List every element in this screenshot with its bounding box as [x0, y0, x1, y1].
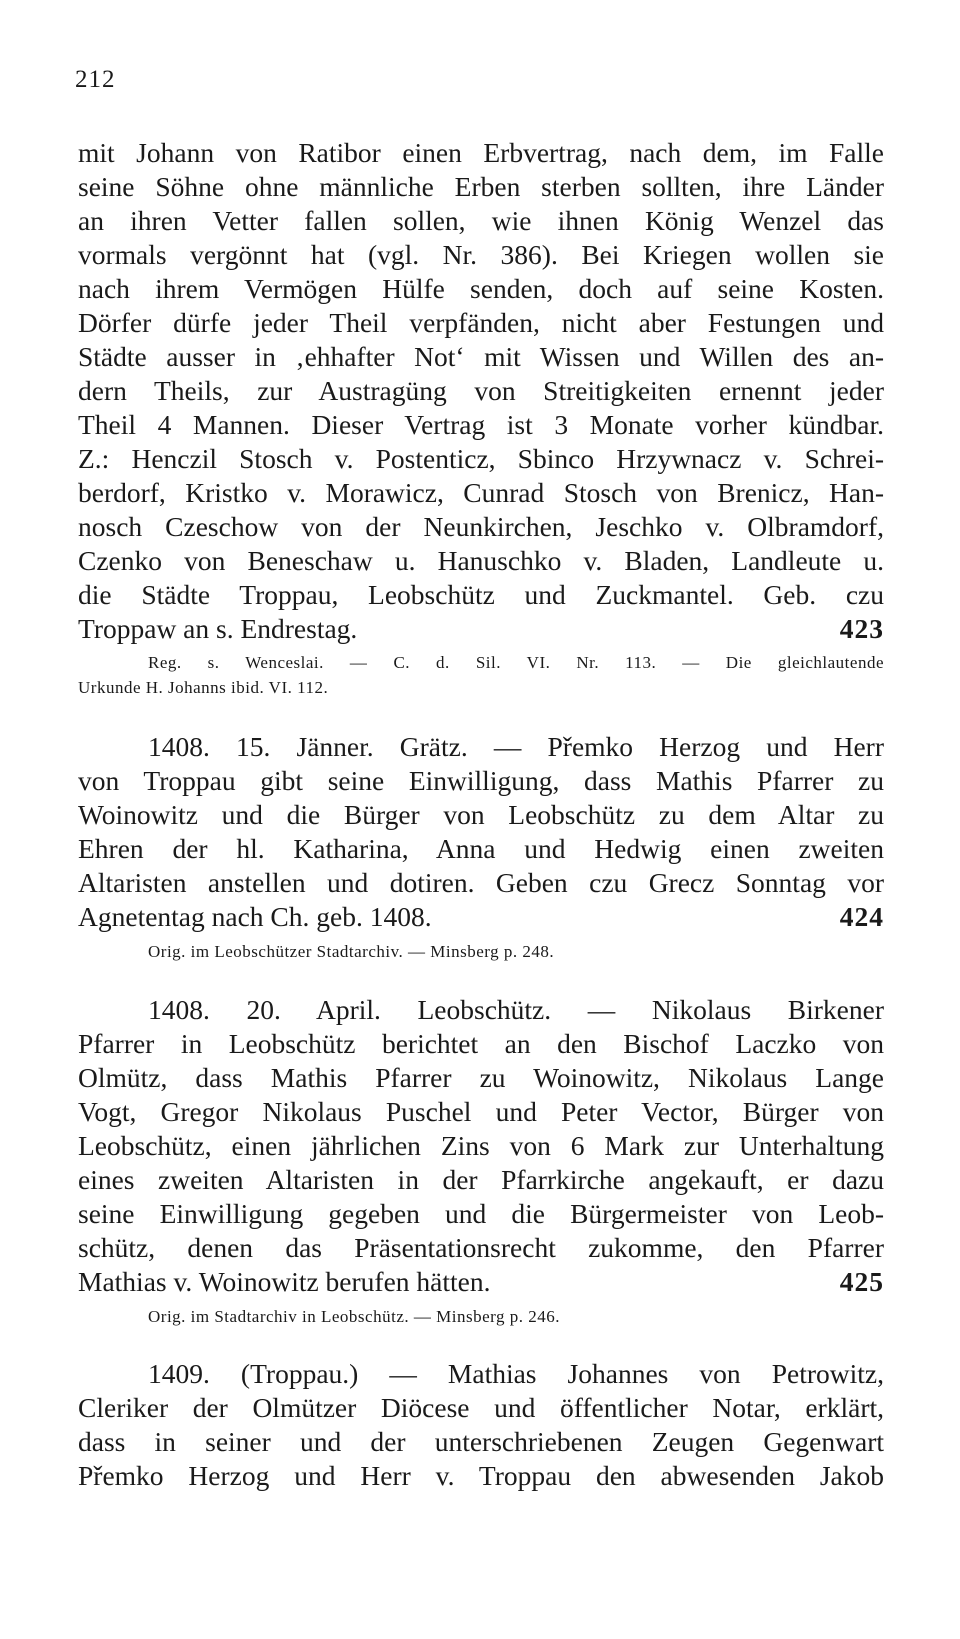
entry-number: 423: [839, 613, 884, 644]
text-line: Pfarrer in Leobschütz berichtet an den Bischof Laczko von: [78, 1028, 884, 1059]
entry-number: 425: [839, 1266, 884, 1297]
text-line: Přemko Herzog und Herr v. Troppau den abwesenden Jakob: [78, 1460, 884, 1491]
entry-number: 424: [839, 901, 884, 932]
text-line: Städte ausser in ‚ehhafter Not‘ mit Wissen und Willen des an-: [78, 341, 884, 372]
text-line: berdorf, Kristko v. Morawicz, Cunrad Stosch von Brenicz, Han-: [78, 477, 884, 508]
text-line: Cleriker der Olmützer Diöcese und öffentlicher Notar, erklärt,: [78, 1392, 884, 1423]
page-number: 212: [75, 66, 116, 93]
text-line: Vogt, Gregor Nikolaus Puschel und Peter Vector, Bürger von: [78, 1096, 884, 1127]
text-line: Leobschütz, einen jährlichen Zins von 6 Mark zur Unterhaltung: [78, 1130, 884, 1161]
entry-heading-line: 1408. 15. Jänner. Grätz. — Přemko Herzog und Herr: [148, 731, 884, 762]
source-note: Orig. im Leobschützer Stadtarchiv. — Minsberg p. 248.: [148, 942, 555, 961]
text-line: nach ihrem Vermögen Hülfe senden, doch auf seine Kosten.: [78, 273, 884, 304]
text-line: nosch Czeschow von der Neunkirchen, Jeschko v. Olbramdorf,: [78, 511, 884, 542]
text-line: von Troppau gibt seine Einwilligung, dass Mathis Pfarrer zu: [78, 765, 884, 796]
entry-heading-line: 1409. (Troppau.) — Mathias Johannes von Petrowitz,: [148, 1358, 884, 1389]
text-line: Altaristen anstellen und dotiren. Geben czu Grecz Sonntag vor: [78, 867, 884, 898]
text-line: mit Johann von Ratibor einen Erbvertrag, nach dem, im Falle: [78, 137, 884, 168]
text-line-content: Agnetentag nach Ch. geb. 1408.: [78, 901, 432, 932]
text-line: die Städte Troppau, Leobschütz und Zuckmantel. Geb. czu: [78, 579, 884, 610]
text-line: Czenko von Beneschaw u. Hanuschko v. Bladen, Landleute u.: [78, 545, 884, 576]
text-line-content: Mathias v. Woinowitz berufen hätten.: [78, 1266, 491, 1297]
text-line: Ehren der hl. Katharina, Anna und Hedwig einen zweiten: [78, 833, 884, 864]
text-line: vormals vergönnt hat (vgl. Nr. 386). Bei Kriegen wollen sie: [78, 239, 884, 270]
text-line: an ihren Vetter fallen sollen, wie ihnen König Wenzel das: [78, 205, 884, 236]
entry-heading-line: 1408. 20. April. Leobschütz. — Nikolaus Birkener: [148, 994, 884, 1025]
text-line-with-entry-number: [78, 612, 884, 646]
text-line: Woinowitz und die Bürger von Leobschütz zu dem Altar zu: [78, 799, 884, 830]
text-line: seine Einwilligung gegeben und die Bürgermeister von Leob-: [78, 1198, 884, 1229]
text-line-with-entry-number: [78, 900, 884, 934]
text-line-content: Troppaw an s. Endrestag.: [78, 613, 358, 644]
text-line: seine Söhne ohne männliche Erben sterben sollten, ihre Länder: [78, 171, 884, 202]
text-line: Theil 4 Mannen. Dieser Vertrag ist 3 Monate vorher kündbar.: [78, 409, 884, 440]
text-line-with-entry-number: [78, 1265, 884, 1299]
text-line: dern Theils, zur Austragüng von Streitigkeiten ernennt jeder: [78, 375, 884, 406]
text-line: schütz, denen das Präsentationsrecht zukomme, den Pfarrer: [78, 1232, 884, 1263]
text-line: Z.: Henczil Stosch v. Postenticz, Sbinco Hrzywnacz v. Schrei-: [78, 443, 884, 474]
source-note: Reg. s. Wenceslai. — C. d. Sil. VI. Nr. 113. — Die gleichlautende: [148, 653, 884, 672]
text-line: eines zweiten Altaristen in der Pfarrkirche angekauft, er dazu: [78, 1164, 884, 1195]
text-line: Olmütz, dass Mathis Pfarrer zu Woinowitz, Nikolaus Lange: [78, 1062, 884, 1093]
source-note: Orig. im Stadtarchiv in Leobschütz. — Minsberg p. 246.: [148, 1307, 560, 1326]
text-line: Dörfer dürfe jeder Theil verpfänden, nicht aber Festungen und: [78, 307, 884, 338]
text-line: dass in seiner und der unterschriebenen Zeugen Gegenwart: [78, 1426, 884, 1457]
source-note: Urkunde H. Johanns ibid. VI. 112.: [78, 678, 329, 697]
